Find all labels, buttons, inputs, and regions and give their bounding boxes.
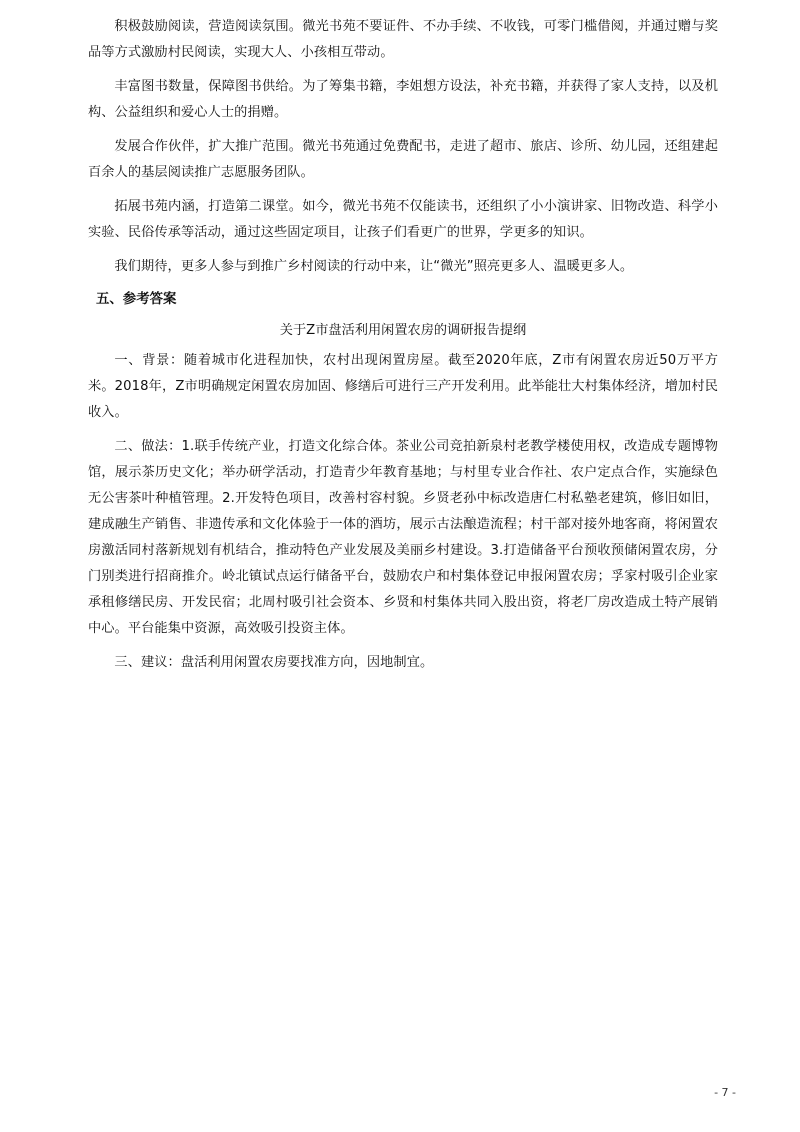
report-methods: 二、做法：1.联手传统产业，打造文化综合体。茶业公司竞拍新泉村老教学楼使用权，改造成专题博物馆，展示茶历史文化；举办研学活动，打造青少年教育基地；与村里专业合作社、农户定点合作，实施绿色无公害茶叶种植管理。2.开发特色项目，改善村容村貌。乡贤老孙中标改造唐仁村私塾老建筑，修旧如旧，建成融生产销售、非遗传承和文化体验于一体的酒坊，展示古法酿造流程；村干部对接外地客商，将闲置农房激活同村落新规划有机结合，推动特色产业发展及美丽乡村建设。3.打造储备平台预收预储闲置农房，分门别类进行招商推介。岭北镇试点运行储备平台，鼓励农户和村集体登记申报闲置农房；孚家村吸引企业家承租修缮民房、开发民宿；北周村吸引社会资本、乡贤和村集体共同入股出资，将老厂房改造成土特产展销中心。平台能集中资源，高效吸引投资主体。 bbox=[88, 439, 718, 636]
report-title: 关于Z市盘活利用闲置农房的调研报告提纲 bbox=[279, 323, 527, 338]
paragraph-encourage-reading: 积极鼓励阅读，营造阅读氛围。微光书苑不要证件、不办手续、不收钱，可零门槛借阅，并通过赠与奖品等方式激励村民阅读，实现大人、小孩相互带动。 bbox=[88, 19, 718, 60]
paragraph-partners: 发展合作伙伴，扩大推广范围。微光书苑通过免费配书，走进了超市、旅店、诊所、幼儿园，还组建起百余人的基层阅读推广志愿服务团队。 bbox=[88, 139, 718, 180]
report-background: 一、背景：随着城市化进程加快，农村出现闲置房屋。截至2020年底，Z市有闲置农房近50万平方米。2018年，Z市明确规定闲置农房加固、修缮后可进行三产开发利用。此举能壮大村集体经济，增加村民收入。 bbox=[88, 353, 718, 420]
paragraph-expectation: 我们期待，更多人参与到推广乡村阅读的行动中来，让“微光”照亮更多人、温暖更多人。 bbox=[114, 259, 634, 274]
page-number: - 7 - bbox=[714, 1086, 736, 1099]
report-suggestion: 三、建议：盘活利用闲置农房要找准方向，因地制宜。 bbox=[114, 655, 434, 670]
paragraph-second-classroom: 拓展书苑内涵，打造第二课堂。如今，微光书苑不仅能读书，还组织了小小演讲家、旧物改造、科学小实验、民俗传承等活动，通过这些固定项目，让孩子们看更广的世界，学更多的知识。 bbox=[88, 199, 718, 240]
section-heading-reference-answer: 五、参考答案 bbox=[96, 292, 177, 307]
document-page bbox=[88, 14, 718, 684]
paragraph-book-supply: 丰富图书数量，保障图书供给。为了筹集书籍，李姐想方设法，补充书籍，并获得了家人支持，以及机构、公益组织和爱心人士的捐赠。 bbox=[88, 79, 718, 120]
